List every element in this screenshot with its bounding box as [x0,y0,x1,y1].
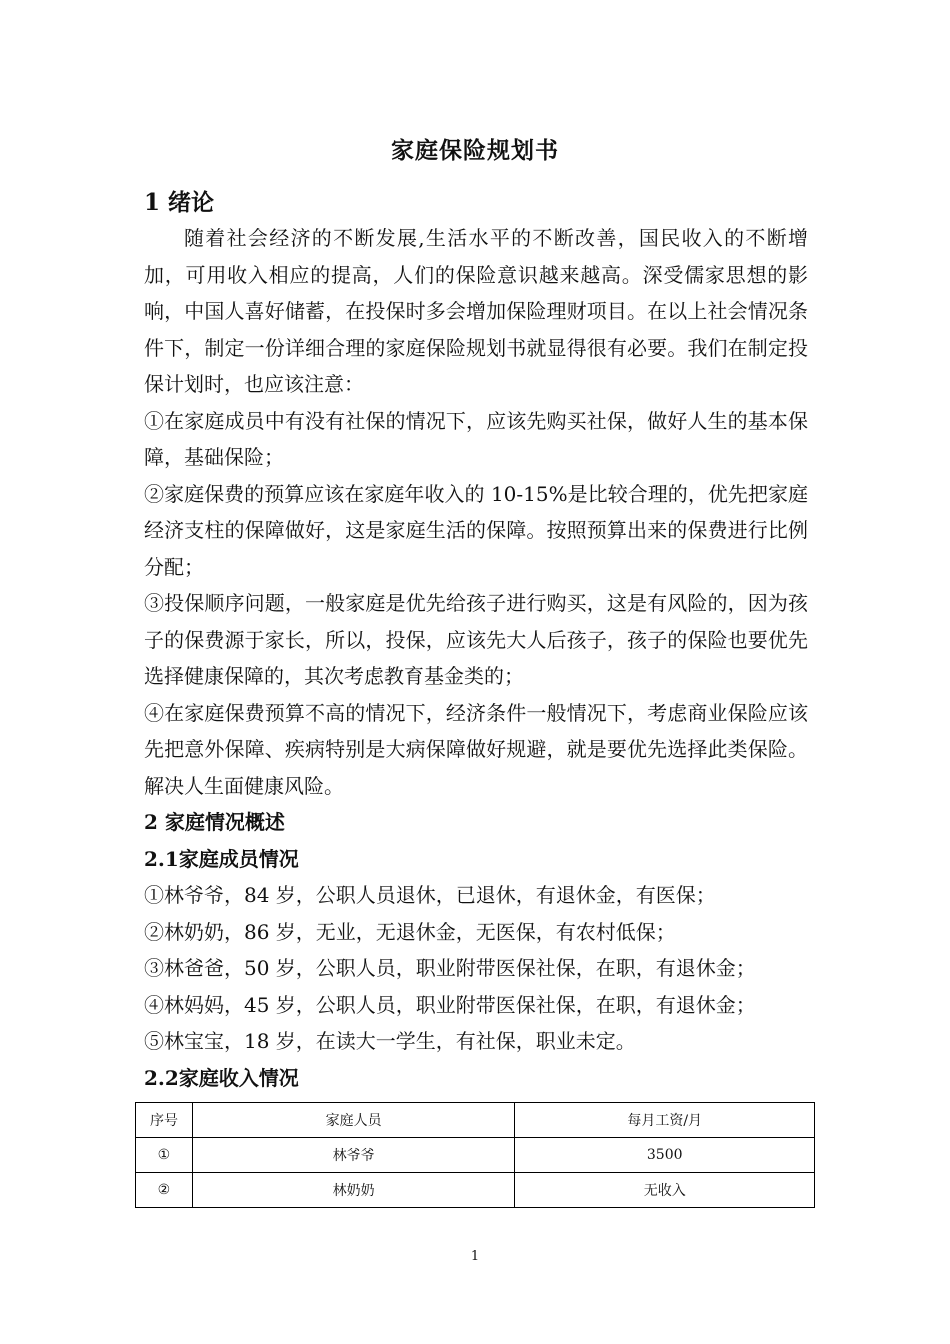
member-item-3: ③林爸爸，50 岁，公职人员，职业附带医保社保，在职，有退休金； [144,956,756,980]
member-item-1: ①林爷爷，84 岁，公职人员退休，已退休，有退休金，有医保； [144,883,716,907]
intro-paragraph: 随着社会经济的不断发展,生活水平的不断改善，国民收入的不断增加，可用收入相应的提高，人们的保险意识越来越高。深受儒家思想的影响，中国人喜好储蓄，在投保时多会增加保险理财项目。在以上社会情况条件下，制定一份详细合理的家庭保险规划书就显得很有必要。我们在制定投保计划时，也应该注意： [144,226,808,396]
page-number: 1 [470,1249,480,1264]
document-body [144,220,808,1096]
member-item-4: ④林妈妈，45 岁，公职人员，职业附带医保社保，在职，有退休金； [144,992,756,1017]
page-title: 家庭保险规划书 [391,137,559,164]
table-cell: 无收入 [515,1173,815,1208]
table-header-cell: 家庭人员 [192,1103,514,1138]
table-cell: 3500 [515,1138,815,1173]
note-point-3: ③投保顺序问题，一般家庭是优先给孩子进行购买，这是有风险的，因为孩子的保费源于家长，所以，投保，应该先大人后孩子，孩子的保险也要优先选择健康保障的，其次考虑教育基金类的； [144,591,808,688]
table-row [136,1138,815,1173]
note-point-2: ②家庭保费的预算应该在家庭年收入的 10-15%是比较合理的，优先把家庭经济支柱的保障做好，这是家庭生活的保障。按照预算出来的保费进行比例分配； [144,481,808,579]
section-heading-intro: 1 绪论 [144,189,215,216]
table-header-cell: 每月工资/月 [515,1103,815,1138]
table-cell: ② [136,1173,193,1208]
income-table [135,1102,815,1208]
member-item-5: ⑤林宝宝，18 岁，在读大一学生，有社保，职业未定。 [144,1029,636,1053]
table-cell: 林奶奶 [192,1173,514,1208]
note-point-4: ④在家庭保费预算不高的情况下，经济条件一般情况下，考虑商业保险应该先把意外保障、疾病特别是大病保障做好规避，就是要优先选择此类保险。解决人生面健康风险。 [144,700,808,798]
table-row [136,1173,815,1208]
table-cell: ① [136,1138,193,1173]
table-cell: 林爷爷 [192,1138,514,1173]
subsection-heading-members: 2.1家庭成员情况 [144,846,299,871]
section-heading-family: 2 家庭情况概述 [144,810,285,834]
table-header-cell: 序号 [136,1103,193,1138]
note-point-1: ①在家庭成员中有没有社保的情况下，应该先购买社保，做好人生的基本保障，基础保险； [144,408,808,469]
member-item-2: ②林奶奶，86 岁，无业，无退休金，无医保，有农村低保； [144,919,676,944]
table-header-row [136,1103,815,1138]
subsection-heading-income: 2.2家庭收入情况 [144,1065,299,1090]
